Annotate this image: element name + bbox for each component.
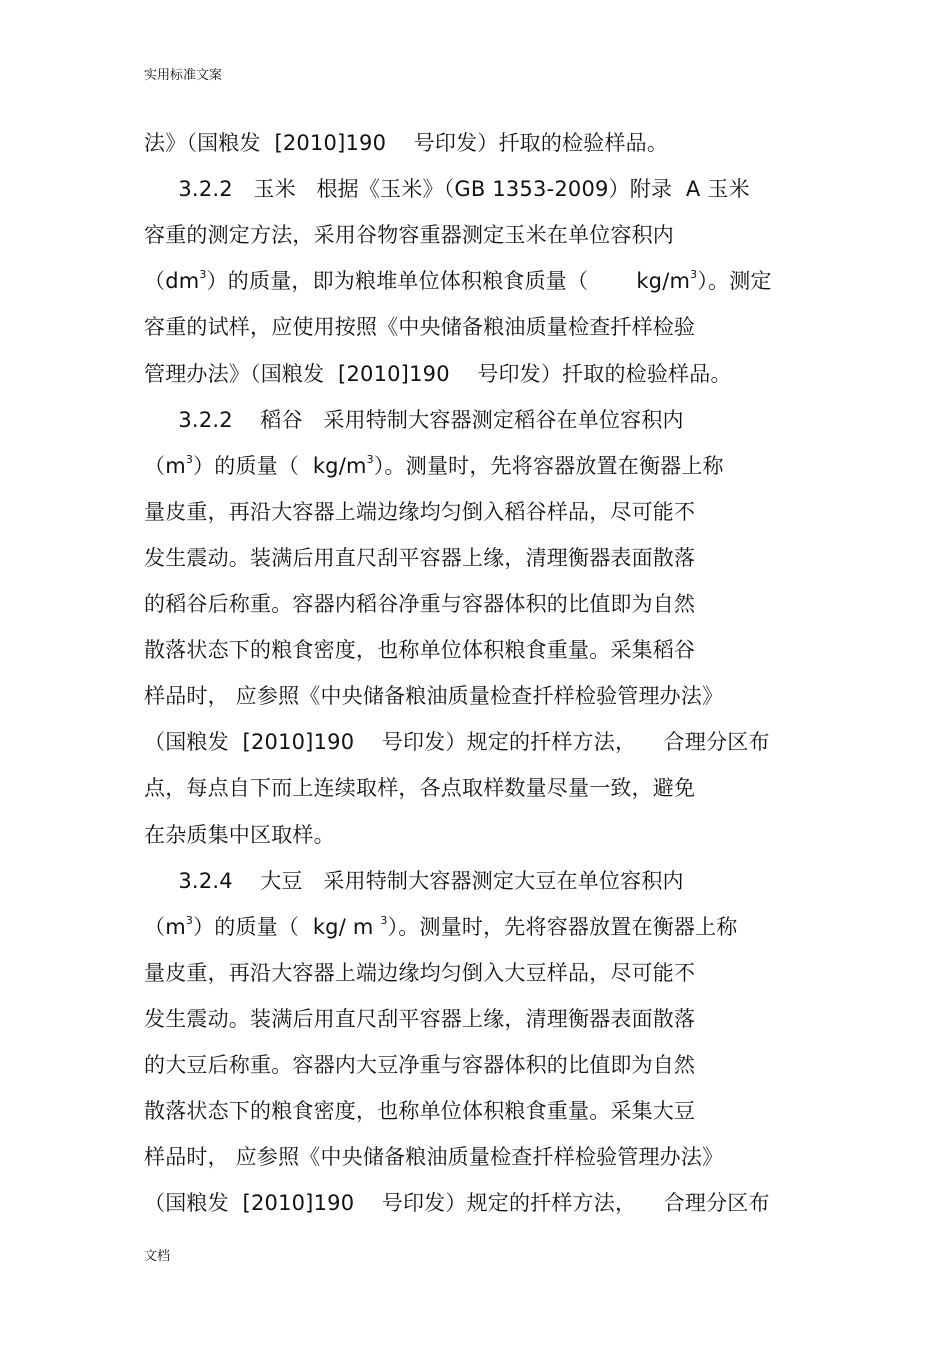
- text-line: [144, 822, 335, 848]
- text-line: [144, 868, 684, 894]
- text-segment: 在杂质集中区取样。: [144, 823, 335, 847]
- text-segment: （dm: [144, 269, 200, 293]
- text-segment: ）。测量时，先将容器放置在衡器上称: [373, 454, 724, 478]
- text-segment: 法》（国粮发 [2010]190 号印发）扦取的检验样品。: [144, 131, 669, 155]
- text-segment: 样品时， 应参照《中央储备粮油质量检查扦样检验管理办法》: [144, 1145, 724, 1169]
- text-line: [144, 914, 738, 940]
- text-segment: ）的质量（ kg/ m: [193, 915, 381, 939]
- text-segment: 3.2.2 稻谷 采用特制大容器测定稻谷在单位容积内: [144, 408, 684, 432]
- text-segment: 容重的试样，应使用按照《中央储备粮油质量检查扦样检验: [144, 315, 696, 339]
- superscript: 3: [199, 268, 207, 281]
- superscript: 3: [185, 453, 194, 466]
- text-line: [144, 1052, 695, 1078]
- text-segment: （m: [144, 915, 186, 939]
- text-line: [144, 775, 695, 801]
- text-segment: ）的质量，即为粮堆单位体积粮食质量（ kg/m: [206, 269, 691, 293]
- text-segment: 3.2.2 玉米 根据《玉米》（GB 1353-2009）附录 A 玉米: [144, 177, 750, 201]
- text-segment: 样品时， 应参照《中央储备粮油质量检查扦样检验管理办法》: [144, 684, 724, 708]
- text-line: [144, 453, 724, 479]
- text-segment: 容重的测定方法，采用谷物容重器测定玉米在单位容积内: [144, 223, 674, 247]
- text-line: [144, 222, 674, 248]
- text-line: [144, 545, 695, 571]
- text-line: [144, 130, 668, 156]
- text-segment: 发生震动。装满后用直尺刮平容器上缘，清理衡器表面散落: [144, 1007, 696, 1031]
- text-line: [144, 1190, 770, 1216]
- text-line: [144, 407, 684, 433]
- text-segment: 量皮重，再沿大容器上端边缘均匀倒入大豆样品，尽可能不: [144, 961, 696, 985]
- text-line: [144, 729, 770, 755]
- text-segment: 的稻谷后称重。容器内稻谷净重与容器体积的比值即为自然: [144, 592, 696, 616]
- text-line: [144, 176, 750, 202]
- text-segment: 散落状态下的粮食密度，也称单位体积粮食重量。采集大豆: [144, 1099, 696, 1123]
- text-segment: ）。测定: [697, 269, 772, 293]
- text-segment: 散落状态下的粮食密度，也称单位体积粮食重量。采集稻谷: [144, 638, 696, 662]
- text-segment: 量皮重，再沿大容器上端边缘均匀倒入稻谷样品，尽可能不: [144, 500, 696, 524]
- page-footer: 文档: [144, 1249, 171, 1264]
- text-segment: （国粮发 [2010]190 号印发）规定的扦样方法， 合理分区布: [144, 1191, 770, 1215]
- text-segment: 管理办法》（国粮发 [2010]190 号印发）扦取的检验样品。: [144, 362, 732, 386]
- text-segment: （国粮发 [2010]190 号印发）规定的扦样方法， 合理分区布: [144, 730, 770, 754]
- superscript: 3: [185, 914, 194, 927]
- text-line: [144, 1006, 695, 1032]
- text-line: [144, 960, 695, 986]
- text-segment: 发生震动。装满后用直尺刮平容器上缘，清理衡器表面散落: [144, 546, 696, 570]
- text-segment: ）。测量时，先将容器放置在衡器上称: [387, 915, 738, 939]
- page-header: 实用标准文案: [144, 68, 223, 83]
- text-line: [144, 637, 695, 663]
- superscript: 3: [366, 453, 374, 466]
- text-line: [144, 314, 695, 340]
- text-line: [144, 591, 695, 617]
- text-line: [144, 361, 732, 387]
- text-line: [144, 499, 695, 525]
- text-segment: 点，每点自下而上连续取样，各点取样数量尽量一致，避免: [144, 776, 696, 800]
- superscript: 3: [690, 268, 698, 281]
- superscript: 3: [380, 914, 388, 927]
- text-segment: 的大豆后称重。容器内大豆净重与容器体积的比值即为自然: [144, 1053, 696, 1077]
- text-line: [144, 683, 723, 709]
- text-line: [144, 1098, 695, 1124]
- text-line: [144, 1144, 723, 1170]
- text-line: [144, 268, 772, 294]
- text-segment: （m: [144, 454, 186, 478]
- text-segment: ）的质量（ kg/m: [193, 454, 367, 478]
- text-segment: 3.2.4 大豆 采用特制大容器测定大豆在单位容积内: [144, 869, 684, 893]
